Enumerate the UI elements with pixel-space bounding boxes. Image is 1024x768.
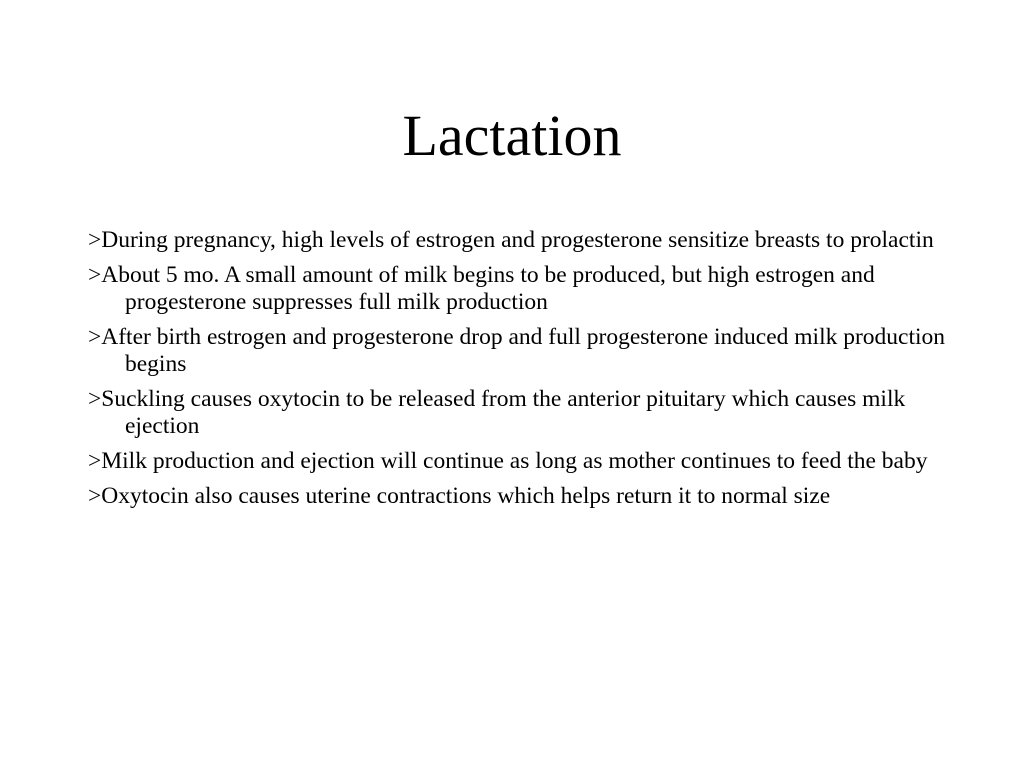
bullet-list: [88, 227, 948, 518]
bullet-item: >During pregnancy, high levels of estrogen and progesterone sensitize breasts to prolactin: [88, 227, 934, 253]
bullet-item: >Milk production and ejection will continue as long as mother continues to feed the baby: [88, 448, 928, 474]
bullet-item: >Suckling causes oxytocin to be released from the anterior pituitary which causes milk ejection: [88, 386, 906, 439]
bullet-item: >About 5 mo. A small amount of milk begins to be produced, but high estrogen and progesterone suppresses full milk production: [88, 262, 875, 315]
bullet-item: >Oxytocin also causes uterine contractions which helps return it to normal size: [88, 483, 831, 509]
slide-title: Lactation: [402, 103, 622, 168]
bullet-item: >After birth estrogen and progesterone drop and full progesterone induced milk production begins: [88, 324, 946, 377]
